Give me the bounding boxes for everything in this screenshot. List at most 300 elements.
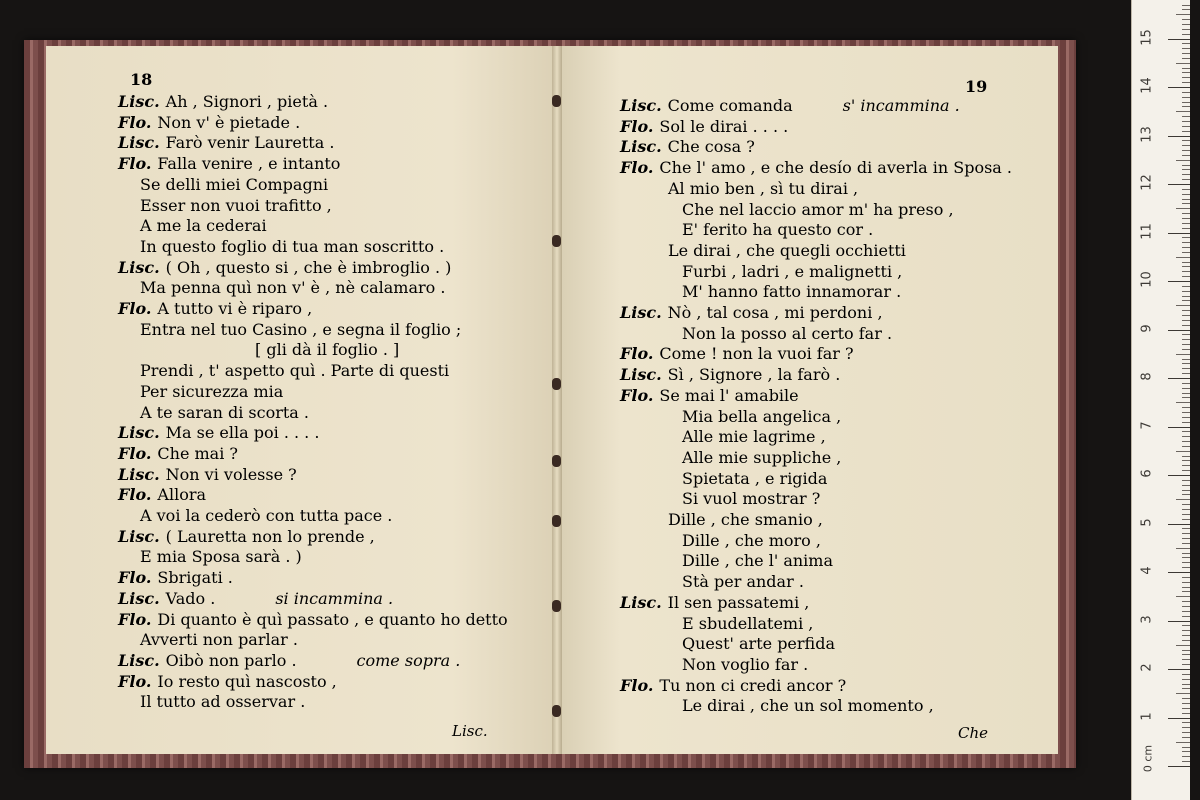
text-line [118, 672, 337, 692]
ruler-number: 2 [1139, 663, 1155, 672]
line-text: Come ! non la vuoi far ? [659, 344, 854, 364]
ruler-tick [1182, 460, 1190, 461]
ruler-tick [1182, 514, 1190, 515]
speaker-name: Flo. [118, 609, 152, 629]
ruler-tick [1182, 751, 1190, 752]
speaker-name: Lisc. [118, 92, 160, 111]
ruler-tick [1182, 276, 1190, 277]
ruler-tick [1182, 509, 1190, 510]
ruler-tick [1182, 363, 1190, 364]
speaker-name: Lisc. [118, 650, 160, 670]
speaker-name: Lisc. [118, 464, 160, 484]
ruler-tick [1182, 446, 1190, 447]
measurement-ruler [1131, 0, 1190, 800]
line-text: Non vi volesse ? [165, 464, 297, 484]
text-line [118, 465, 297, 485]
text-line [140, 278, 445, 298]
ruler-tick [1182, 359, 1190, 360]
text-line [118, 589, 393, 609]
ruler-number: 13 [1139, 125, 1155, 143]
ruler-tick [1182, 470, 1190, 471]
ruler-tick [1176, 499, 1190, 500]
text-line [620, 96, 960, 116]
ruler-tick [1182, 203, 1190, 204]
line-text: Tu non ci credi ancor ? [659, 675, 847, 695]
ruler-tick [1182, 291, 1190, 292]
ruler-tick [1182, 601, 1190, 602]
text-line [140, 630, 298, 650]
ruler-tick [1182, 708, 1190, 709]
speaker-name: Flo. [620, 116, 654, 136]
ruler-tick [1182, 698, 1190, 699]
line-text: E sbudellatemi , [682, 613, 814, 633]
book-gutter [552, 46, 562, 754]
text-line [118, 568, 233, 588]
text-line [668, 241, 906, 261]
ruler-tick [1182, 140, 1190, 141]
ruler-tick [1176, 645, 1190, 646]
line-text: Il sen passatemi , [667, 592, 810, 612]
text-line [682, 551, 833, 571]
line-text: Falla venire , e intanto [157, 154, 341, 174]
ruler-tick [1182, 325, 1190, 326]
speaker-name: Lisc. [620, 365, 662, 385]
line-text: M' hanno fatto innamorar . [682, 282, 902, 302]
line-text: Sol le dirai . . . . [659, 116, 789, 136]
ruler-tick [1182, 747, 1190, 748]
text-line [620, 158, 1012, 178]
ruler-tick [1176, 14, 1190, 15]
ruler-tick [1182, 320, 1190, 321]
ruler-tick [1182, 252, 1190, 253]
ruler-tick [1182, 315, 1190, 316]
line-text: Sbrigati . [157, 568, 233, 588]
ruler-tick [1182, 456, 1190, 457]
line-text: Spietata , e rigida [682, 468, 828, 488]
ruler-tick [1182, 674, 1190, 675]
text-line [682, 262, 902, 282]
ruler-tick [1176, 63, 1190, 64]
ruler-tick [1182, 102, 1190, 103]
ruler-tick [1182, 553, 1190, 554]
line-text: Non v' è pietade . [157, 112, 301, 132]
ruler-tick [1168, 281, 1190, 282]
ruler-tick [1182, 635, 1190, 636]
ruler-tick [1182, 650, 1190, 651]
text-line [118, 527, 375, 547]
text-line [140, 196, 332, 216]
text-line [620, 676, 846, 696]
ruler-tick [1168, 330, 1190, 331]
text-line [140, 547, 302, 567]
line-text: Di quanto è quì passato , e quanto ho detto [157, 609, 508, 629]
ruler-tick [1182, 165, 1190, 166]
line-text: In questo foglio di tua man soscritto . [140, 236, 445, 256]
ruler-tick [1182, 422, 1190, 423]
ruler-tick [1182, 431, 1190, 432]
ruler-tick [1168, 136, 1190, 137]
line-text: Le dirai , che un sol momento , [682, 696, 934, 716]
ruler-number: 7 [1139, 420, 1155, 430]
ruler-tick [1182, 24, 1190, 25]
ruler-tick [1182, 344, 1190, 345]
line-text: [ gli dà il foglio . ] [255, 340, 400, 360]
text-line [682, 427, 826, 447]
ruler-tick [1168, 524, 1190, 525]
speaker-name: Lisc. [118, 257, 160, 277]
speaker-name: Lisc. [620, 96, 662, 115]
right-page-number: 19 [965, 77, 988, 96]
line-text: Esser non vuoi trafitto , [140, 195, 332, 215]
line-text: Ma penna quì non v' è , nè calamaro . [140, 278, 446, 298]
text-line [620, 344, 854, 364]
ruler-tick [1182, 150, 1190, 151]
ruler-tick [1182, 310, 1190, 311]
ruler-tick [1182, 582, 1190, 583]
ruler-tick [1182, 339, 1190, 340]
ruler-number: 3 [1139, 614, 1155, 624]
ruler-tick [1182, 131, 1190, 132]
ruler-tick [1176, 354, 1190, 355]
ruler-tick [1182, 106, 1190, 107]
ruler-tick [1182, 616, 1190, 617]
text-line [118, 113, 300, 133]
ruler-tick [1182, 490, 1190, 491]
line-text: Dille , che l' anima [682, 551, 833, 571]
text-line [118, 651, 460, 671]
binding-stitch [552, 378, 561, 390]
ruler-tick [1182, 237, 1190, 238]
line-text: Che nel laccio amor m' ha preso , [682, 199, 954, 219]
ruler-tick [1176, 402, 1190, 403]
ruler-tick [1182, 92, 1190, 93]
ruler-tick [1182, 407, 1190, 408]
ruler-tick [1182, 179, 1190, 180]
speaker-name: Flo. [620, 385, 654, 405]
text-line [668, 510, 823, 530]
ruler-tick [1182, 82, 1190, 83]
ruler-tick [1182, 528, 1190, 529]
ruler-tick [1182, 703, 1190, 704]
ruler-tick [1182, 48, 1190, 49]
line-text: Sì , Signore , la farò . [667, 365, 841, 385]
ruler-tick [1182, 436, 1190, 437]
ruler-tick [1182, 538, 1190, 539]
speaker-name: Lisc. [118, 133, 160, 153]
line-text: Quest' arte perfida [682, 634, 835, 654]
binding-stitch [552, 455, 561, 467]
speaker-name: Flo. [118, 568, 152, 588]
line-text: Oibò non parlo . [165, 650, 297, 670]
ruler-tick [1182, 9, 1190, 10]
text-line [620, 303, 883, 323]
ruler-unit-label: 0 cm [1141, 744, 1155, 773]
line-text: Non la posso al certo far . [682, 323, 893, 343]
speaker-name: Flo. [620, 158, 654, 178]
ruler-tick [1168, 572, 1190, 573]
text-line [668, 179, 858, 199]
ruler-tick [1182, 373, 1190, 374]
ruler-tick [1182, 519, 1190, 520]
line-text: Farò venir Lauretta . [165, 133, 335, 153]
ruler-number: 14 [1139, 77, 1155, 94]
ruler-tick [1182, 383, 1190, 384]
ruler-tick [1182, 5, 1190, 6]
text-line [682, 324, 892, 344]
text-line [682, 655, 808, 675]
ruler-tick [1182, 417, 1190, 418]
line-text: Che cosa ? [667, 137, 755, 157]
text-line [620, 386, 799, 406]
ruler-tick [1176, 257, 1190, 258]
speaker-name: Lisc. [118, 423, 160, 443]
stage-direction: come sopra . [356, 650, 461, 670]
text-line [118, 444, 238, 464]
ruler-number: 12 [1139, 174, 1155, 191]
line-text: Le dirai , che quegli occhietti [668, 240, 906, 260]
ruler-number: 5 [1139, 517, 1155, 527]
text-line [682, 448, 841, 468]
speaker-name: Flo. [620, 675, 654, 695]
text-line [682, 407, 841, 427]
ruler-tick [1182, 737, 1190, 738]
ruler-tick [1182, 19, 1190, 20]
text-line [140, 320, 461, 340]
ruler-tick [1182, 247, 1190, 248]
binding-stitch [552, 600, 561, 612]
text-line [118, 485, 206, 505]
text-line [140, 175, 328, 195]
line-text: Ah , Signori , pietà . [165, 92, 329, 111]
ruler-number: 1 [1139, 711, 1155, 721]
line-text: Entra nel tuo Casino , e segna il foglio ; [140, 319, 462, 339]
ruler-tick [1182, 684, 1190, 685]
ruler-tick [1182, 174, 1190, 175]
ruler-number: 9 [1139, 323, 1155, 333]
ruler-tick [1182, 169, 1190, 170]
ruler-tick [1182, 199, 1190, 200]
text-line [682, 282, 901, 302]
ruler-tick [1182, 533, 1190, 534]
ruler-tick [1182, 126, 1190, 127]
text-line [682, 696, 934, 716]
text-line [140, 361, 449, 381]
ruler-number: 6 [1139, 469, 1155, 478]
ruler-tick [1168, 378, 1190, 379]
line-text: Non voglio far . [682, 654, 809, 674]
ruler-tick [1182, 543, 1190, 544]
ruler-tick [1182, 713, 1190, 714]
ruler-tick [1176, 111, 1190, 112]
ruler-tick [1168, 475, 1190, 476]
speaker-name: Flo. [118, 299, 152, 318]
speaker-name: Flo. [118, 485, 152, 505]
ruler-tick [1176, 693, 1190, 694]
ruler-tick [1182, 587, 1190, 588]
line-text: Prendi , t' aspetto quì . Parte di questi [140, 361, 450, 381]
ruler-tick [1182, 412, 1190, 413]
ruler-tick [1182, 393, 1190, 394]
ruler-tick [1168, 184, 1190, 185]
text-line [118, 299, 312, 319]
ruler-tick [1168, 766, 1190, 767]
ruler-number: 10 [1139, 271, 1155, 288]
text-line [118, 258, 451, 278]
line-text: Come comanda [667, 96, 793, 115]
text-line [682, 220, 873, 240]
line-text: Alle mie suppliche , [682, 447, 842, 467]
line-text: Per sicurezza mia [140, 381, 284, 401]
ruler-tick [1182, 29, 1190, 30]
ruler-tick [1182, 266, 1190, 267]
ruler-tick [1182, 286, 1190, 287]
ruler-tick [1182, 625, 1190, 626]
ruler-tick [1182, 121, 1190, 122]
text-line [620, 117, 788, 137]
text-line [620, 365, 840, 385]
line-text: Ma se ella poi . . . . [165, 423, 320, 443]
ruler-tick [1182, 654, 1190, 655]
text-line [682, 489, 820, 509]
text-line [140, 237, 444, 257]
ruler-tick [1176, 596, 1190, 597]
text-line [118, 133, 334, 153]
ruler-tick [1182, 242, 1190, 243]
text-line [620, 137, 755, 157]
ruler-tick [1182, 223, 1190, 224]
ruler-tick [1182, 761, 1190, 762]
ruler-tick [1182, 145, 1190, 146]
ruler-tick [1182, 72, 1190, 73]
text-line [118, 610, 508, 630]
ruler-tick [1182, 97, 1190, 98]
ruler-number: 4 [1139, 566, 1155, 575]
ruler-tick [1182, 562, 1190, 563]
line-text: Al mio ben , sì tu dirai , [668, 178, 859, 198]
ruler-tick [1182, 368, 1190, 369]
text-line [140, 506, 392, 526]
line-text: Si vuol mostrar ? [682, 489, 821, 509]
ruler-tick [1168, 87, 1190, 88]
ruler-tick [1182, 465, 1190, 466]
binding-stitch [552, 705, 561, 717]
ruler-tick [1182, 43, 1190, 44]
ruler-tick [1182, 34, 1190, 35]
ruler-tick [1176, 160, 1190, 161]
ruler-tick [1182, 218, 1190, 219]
ruler-number: 15 [1139, 28, 1155, 46]
text-line [140, 403, 309, 423]
text-line [140, 692, 305, 712]
ruler-tick [1182, 659, 1190, 660]
ruler-tick [1182, 494, 1190, 495]
line-text: Alle mie lagrime , [682, 427, 826, 447]
ruler-tick [1182, 271, 1190, 272]
speaker-name: Flo. [118, 154, 152, 174]
ruler-tick [1182, 296, 1190, 297]
ruler-tick [1182, 53, 1190, 54]
text-line [620, 593, 809, 613]
binding-stitch [552, 235, 561, 247]
ruler-tick [1182, 567, 1190, 568]
ruler-tick [1182, 664, 1190, 665]
speaker-name: Lisc. [620, 592, 662, 612]
line-text: Dille , che smanio , [668, 510, 823, 529]
ruler-tick [1182, 388, 1190, 389]
speaker-name: Lisc. [620, 137, 662, 157]
line-text: E mia Sposa sarà . ) [140, 547, 302, 567]
line-text: Avverti non parlar . [140, 630, 298, 650]
stage-direction: s' incammina . [842, 96, 960, 115]
ruler-tick [1182, 262, 1190, 263]
ruler-tick [1182, 606, 1190, 607]
ruler-tick [1182, 155, 1190, 156]
line-text: Stà per andar . [682, 572, 804, 592]
ruler-tick [1182, 213, 1190, 214]
line-text: Mia bella angelica , [682, 406, 842, 426]
ruler-tick [1182, 630, 1190, 631]
ruler-tick [1182, 577, 1190, 578]
line-text: Allora [157, 485, 207, 505]
text-line [682, 531, 821, 551]
text-line [118, 423, 319, 443]
ruler-tick [1176, 305, 1190, 306]
ruler-tick [1182, 485, 1190, 486]
ruler-tick [1182, 189, 1190, 190]
ruler-tick [1168, 233, 1190, 234]
ruler-tick [1182, 194, 1190, 195]
ruler-tick [1182, 504, 1190, 505]
ruler-tick [1182, 611, 1190, 612]
ruler-tick [1168, 427, 1190, 428]
ruler-tick [1182, 756, 1190, 757]
ruler-number: 11 [1139, 222, 1155, 240]
text-line [682, 469, 827, 489]
ruler-tick [1182, 116, 1190, 117]
left-page-number: 18 [130, 70, 153, 89]
line-text: ( Lauretta non lo prende , [165, 526, 375, 546]
line-text: A me la cederai [140, 216, 267, 236]
left-catchword: Lisc. [452, 722, 488, 740]
line-text: Vado . [165, 588, 216, 608]
line-text: Furbi , ladri , e malignetti , [682, 261, 903, 281]
line-text: Io resto quì nascosto , [157, 671, 337, 691]
ruler-tick [1182, 480, 1190, 481]
ruler-tick [1182, 349, 1190, 350]
line-text: Nò , tal cosa , mi perdoni , [667, 303, 883, 322]
stage-direction: si incammina . [275, 588, 394, 608]
line-text: A te saran di scorta . [140, 402, 309, 422]
speaker-name: Lisc. [620, 303, 662, 322]
ruler-tick [1168, 621, 1190, 622]
text-line [682, 572, 804, 592]
ruler-tick [1182, 640, 1190, 641]
speaker-name: Flo. [118, 112, 152, 132]
ruler-tick [1176, 548, 1190, 549]
binding-stitch [552, 515, 561, 527]
ruler-tick [1182, 441, 1190, 442]
ruler-tick [1182, 591, 1190, 592]
ruler-tick [1182, 68, 1190, 69]
line-text: Se delli miei Compagni [140, 174, 329, 194]
ruler-tick [1182, 300, 1190, 301]
ruler-tick [1168, 669, 1190, 670]
ruler-tick [1182, 334, 1190, 335]
ruler-tick [1176, 451, 1190, 452]
ruler-number: 8 [1139, 372, 1155, 381]
ruler-tick [1182, 679, 1190, 680]
ruler-tick [1182, 732, 1190, 733]
